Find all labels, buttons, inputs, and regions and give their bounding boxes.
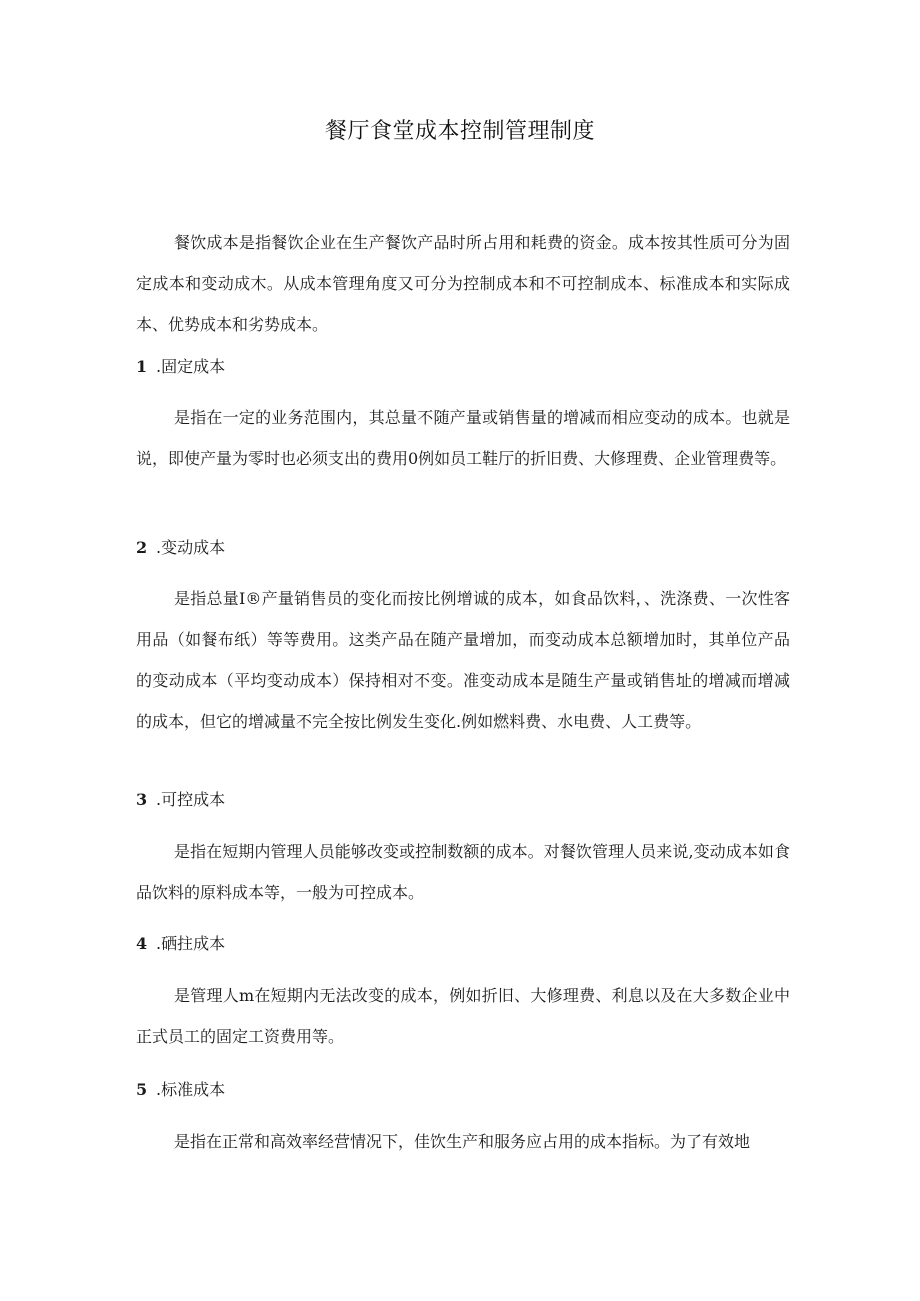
section-body-2: 是指总量I®产量销售员的变化而按比例增诚的成本，如食品饮料，、洗涤费、一次性客用品（如餐布纸）等等费用。这类产品在随产量增加，而变动成本总额增加时，其单位产品的变动成本（平均变动成本）保持相对不变。准变动成本是随生产量或销售址的增减而增减的成本，但它的增减量不完全按比例发生变化.例如燃料费、水电费、人工费等。 — [136, 589, 790, 731]
section-heading-1 — [136, 355, 225, 379]
section-number: 4 — [136, 934, 148, 953]
section-number: 2 — [136, 538, 148, 557]
section-title: .固定成本 — [156, 357, 226, 376]
section-title: .可控成本 — [156, 790, 226, 809]
document-title: 餐厅食堂成本控制管理制度 — [324, 119, 595, 144]
intro-paragraph: 餐饮成本是指餐饮企业在生产餐饮产品时所占用和耗费的资金。成本按其性质可分为固定成本和变动成木。从成本管理角度又可分为控制成本和不可控制成本、标准成本和实际成本、优势成本和劣势成本。 — [136, 233, 790, 334]
section-body-4: 是管理人m在短期内无法改变的成本，例如折旧、大修理费、利息以及在大多数企业中正式员工的固定工资费用等。 — [136, 986, 790, 1046]
section-heading-5 — [136, 1078, 225, 1102]
section-body-3: 是指在短期内管理人员能够改变或控制数额的成本。对餐饮管理人员来说,变动成本如食品饮料的原料成本等，一般为可控成本。 — [136, 842, 790, 902]
section-number: 1 — [136, 357, 148, 376]
section-body-1: 是指在一定的业务范围内，其总量不随产量或销售量的增减而相应变动的成本。也就是说，即使产量为零时也必须支出的费用0例如员工鞋厅的折旧费、大修理费、企业管理费等。 — [136, 408, 790, 468]
section-body-5: 是指在正常和高效率经营情况下，佳饮生产和服务应占用的成本指标。为了有效地 — [174, 1132, 751, 1151]
section-title: .标准成本 — [156, 1080, 226, 1099]
section-title: .变动成本 — [156, 538, 226, 557]
section-number: 3 — [136, 790, 148, 809]
section-heading-3 — [136, 788, 225, 812]
section-number: 5 — [136, 1080, 148, 1099]
section-heading-2 — [136, 536, 225, 560]
section-title: .硒拄成本 — [156, 934, 226, 953]
section-heading-4 — [136, 932, 225, 956]
